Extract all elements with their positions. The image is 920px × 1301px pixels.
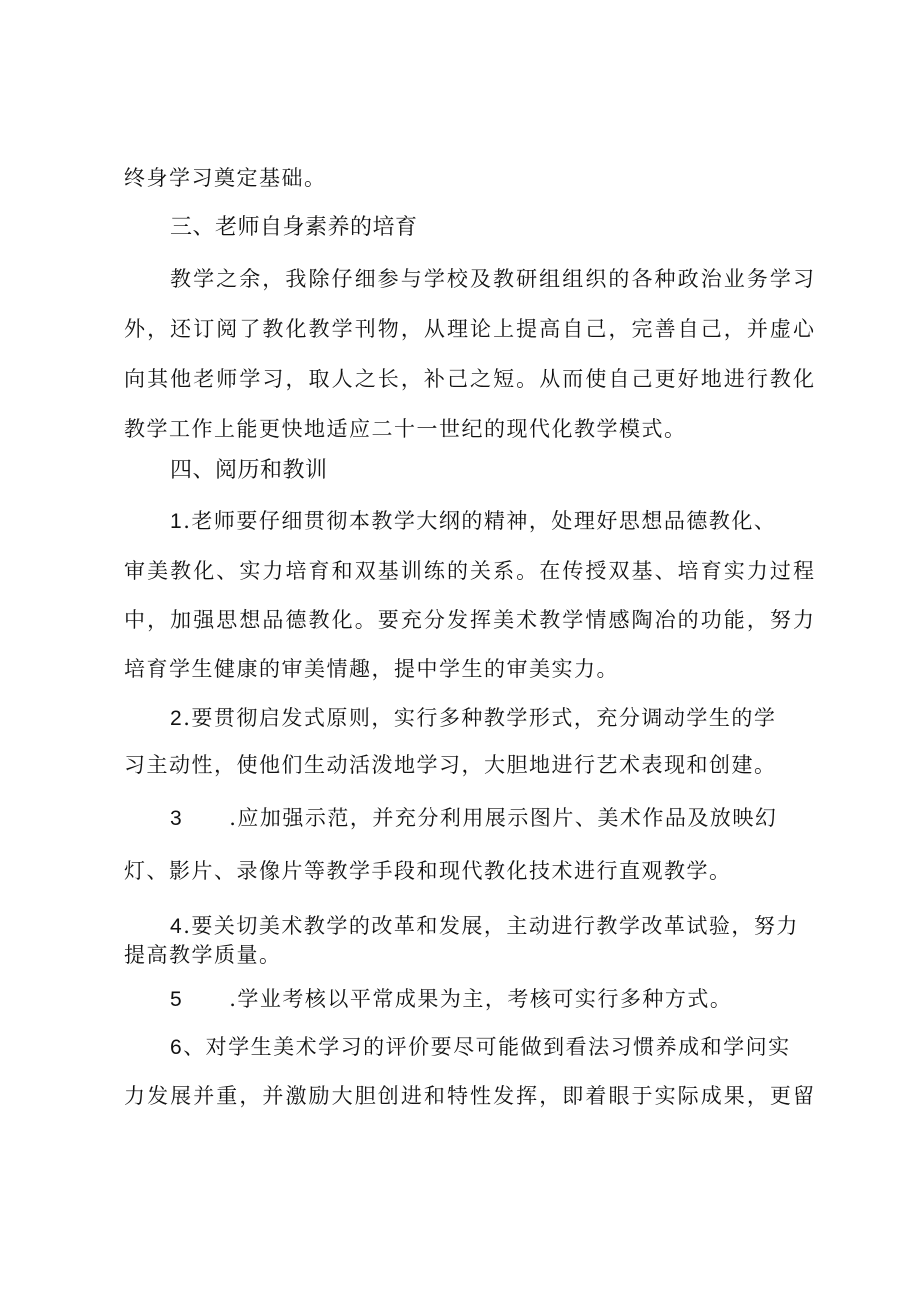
paragraph-line: 外，还订阅了教化教学刊物，从理论上提高自己，完善自己，并虚心 xyxy=(124,317,814,341)
paragraph-line: 终身学习奠定基础。 xyxy=(124,166,327,190)
list-number: 4 xyxy=(170,915,184,938)
list-number: 1 xyxy=(170,510,184,533)
section-heading-3: 三、老师自身素养的培育 xyxy=(170,215,418,240)
paragraph-line: 审美教化、实力培育和双基训练的关系。在传授双基、培育实力过程 xyxy=(124,559,814,583)
list-item-2 xyxy=(170,703,814,734)
list-number: 5 xyxy=(170,988,184,1011)
paragraph-line: 灯、影片、录像片等教学手段和现代教化技术进行直观教学。 xyxy=(124,859,732,883)
list-text: .应加强示范，并充分利用展示图片、美术作品及放映幻 xyxy=(229,806,778,830)
list-text: 、对学生美术学习的评价要尽可能做到看法习惯养成和学问实 xyxy=(183,1035,791,1059)
list-number: 6 xyxy=(170,1036,184,1059)
list-text: .老师要仔细贯彻本教学大纲的精神，处理好思想品德教化、 xyxy=(183,509,777,533)
paragraph-line: 培育学生健康的审美情趣，提中学生的审美实力。 xyxy=(124,657,619,681)
list-text: .要关切美术教学的改革和发展，主动进行教学改革试验，努力 xyxy=(183,914,799,938)
list-text: .学业考核以平常成果为主，考核可实行多种方式。 xyxy=(229,987,733,1011)
paragraph-line: 教学工作上能更快地适应二十一世纪的现代化教学模式。 xyxy=(124,417,687,441)
list-item-6 xyxy=(170,1032,814,1063)
list-item-5 xyxy=(170,984,814,1015)
paragraph-line: 习主动性，使他们生动活泼地学习，大胆地进行艺术表现和创建。 xyxy=(124,753,777,777)
paragraph-line: 提高教学质量。 xyxy=(124,943,282,967)
list-item-4 xyxy=(170,911,814,942)
paragraph-line: 向其他老师学习，取人之长，补己之短。从而使自己更好地进行教化 xyxy=(124,367,814,391)
list-item-3 xyxy=(170,803,814,834)
paragraph-line: 教学之余，我除仔细参与学校及教研组组织的各种政治业务学习 xyxy=(170,267,814,291)
list-number: 2 xyxy=(170,707,184,730)
paragraph-line: 中，加强思想品德教化。要充分发挥美术教学情感陶冶的功能，努力 xyxy=(124,608,814,632)
list-number: 3 xyxy=(170,807,184,830)
list-text: .要贯彻启发式原则，实行多种教学形式，充分调动学生的学 xyxy=(183,706,777,730)
paragraph-line: 力发展并重，并激励大胆创进和特性发挥，即着眼于实际成果，更留 xyxy=(124,1084,814,1108)
list-item-1 xyxy=(170,506,814,537)
section-heading-4: 四、阅历和教训 xyxy=(170,458,328,483)
